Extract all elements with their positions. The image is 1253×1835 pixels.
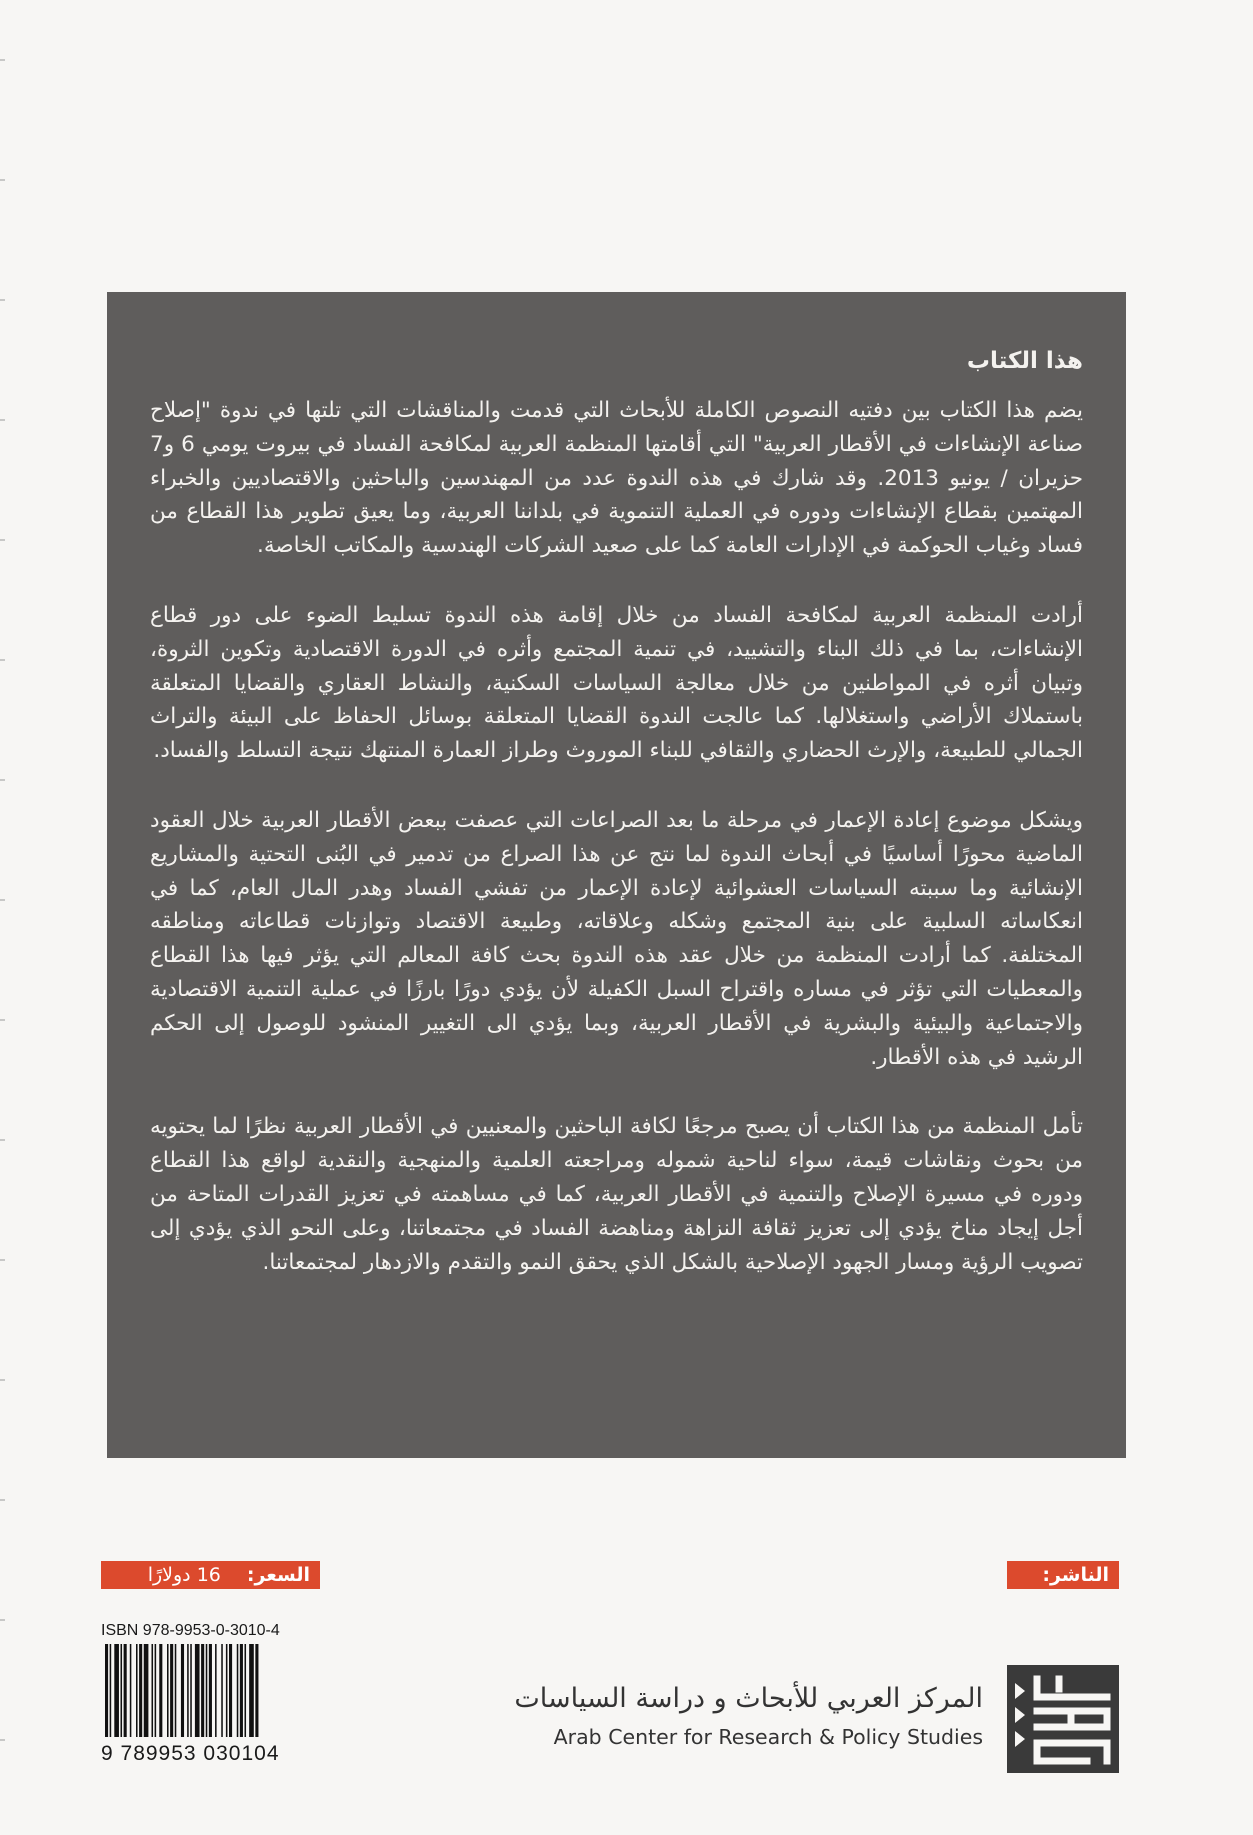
price-badge bbox=[101, 1561, 320, 1589]
panel-heading: هذا الكتاب bbox=[966, 348, 1083, 374]
publisher-label: الناشر: bbox=[1042, 1564, 1109, 1586]
description-paragraph: تأمل المنظمة من هذا الكتاب أن يصبح مرجعًا لكافة الباحثين والمعنيين في الأقطار العربية نظرًا لما يحتويه من بحوث ونقاشات قيمة، سواء لناحية شموله ومراجعته العلمية والمنهجية والنقدية لواقع هذا القطاع ودوره في مسيرة الإصلاح والتنمية في الأقطار العربية، كما في مساهمته في تعزيز القدرات المتاحة من أجل إيجاد مناخ يؤدي إلى تعزيز ثقافة النزاهة ومناهضة الفساد في مجتمعاتنا، وعلى النحو الذي يؤدي إلى تصويب الرؤية ومسار الجهود الإصلاحية بالشكل الذي يحقق النمو والتقدم والازدهار لمجتمعاتنا. bbox=[150, 1114, 1083, 1275]
description-panel bbox=[107, 292, 1126, 1458]
publisher-name-english: Arab Center for Research & Policy Studies bbox=[553, 1725, 983, 1749]
description-paragraph: أرادت المنظمة العربية لمكافحة الفساد من خلال إقامة هذه الندوة تسليط الضوء على دور قطاع الإنشاءات، بما في ذلك البناء والتشييد، في تنمية المجتمع وأثره في الدورة الاقتصادية وتكوين الثروة، وتبيان أثره في المواطنين من خلال معالجة السياسات السكنية، والنشاط العقاري والقضايا المتعلقة باستملاك الأراضي واستغلالها. كما عالجت الندوة القضايا المتعلقة بوسائل الحفاظ على البيئة والتراث الجمالي للطبيعة، والإرث الحضاري والثقافي للبناء الموروث وطراز العمارة المنتهك نتيجة التسلط والفساد. bbox=[150, 602, 1083, 764]
barcode bbox=[101, 1644, 325, 1737]
isbn-text: ISBN 978-9953-0-3010-4 bbox=[101, 1622, 280, 1639]
page-edge-marks bbox=[0, 0, 10, 1835]
price-value: 16 دولارًا bbox=[147, 1564, 221, 1586]
publisher-badge bbox=[1007, 1561, 1119, 1589]
price-label: السعر: bbox=[246, 1564, 310, 1586]
barcode-digits: 9 789953 030104 bbox=[101, 1742, 280, 1765]
description-paragraph: ويشكل موضوع إعادة الإعمار في مرحلة ما بعد الصراعات التي عصفت ببعض الأقطار العربية خلال العقود الماضية محورًا أساسيًا في أبحاث الندوة لما نتج عن هذا الصراع من تدمير في البُنى التحتية والمشاريع الإنشائية وما سببته السياسات العشوائية لإعادة الإعمار من تفشي الفساد وهدر المال العام، كما في انعكاساته السلبية على بنية المجتمع وشكله وعلاقاته، وطبيعة الاقتصاد وتوازنات قطاعاته ومناطقه المختلفة. كما أرادت المنظمة من خلال عقد هذه الندوة بحث كافة المعالم التي يؤثر فيها هذا القطاع والمعطيات التي تؤثر في مساره واقتراح السبل الكفيلة لأن يؤدي دورًا بارزًا في عملية التنمية الاقتصادية والاجتماعية والبيئية والبشرية في الأقطار العربية، وبما يؤدي الى التغيير المنشود للوصول إلى الحكم الرشيد في هذه الأقطار. bbox=[150, 807, 1083, 1070]
publisher-name-arabic: المركز العربي للأبحاث و دراسة السياسات bbox=[514, 1683, 983, 1714]
arab-center-logo-icon bbox=[1007, 1665, 1119, 1773]
description-paragraph: يضم هذا الكتاب بين دفتيه النصوص الكاملة للأبحاث التي قدمت والمناقشات التي تلتها في ندوة "إصلاح صناعة الإنشاءات في الأقطار العربية" التي أقامتها المنظمة العربية لمكافحة الفساد في بيروت يومي 6 و7 حزيران / يونيو 2013. وقد شارك في هذه الندوة عدد من المهندسين والباحثين والاقتصاديين والخبراء المهتمين بقطاع الإنشاءات ودوره في العملية التنموية في بلداننا العربية، وما يعيق تطوير هذا القطاع من فساد وغياب الحوكمة في الإدارات العامة كما على صعيد الشركات الهندسية والمكاتب الخاصة. bbox=[150, 398, 1084, 559]
